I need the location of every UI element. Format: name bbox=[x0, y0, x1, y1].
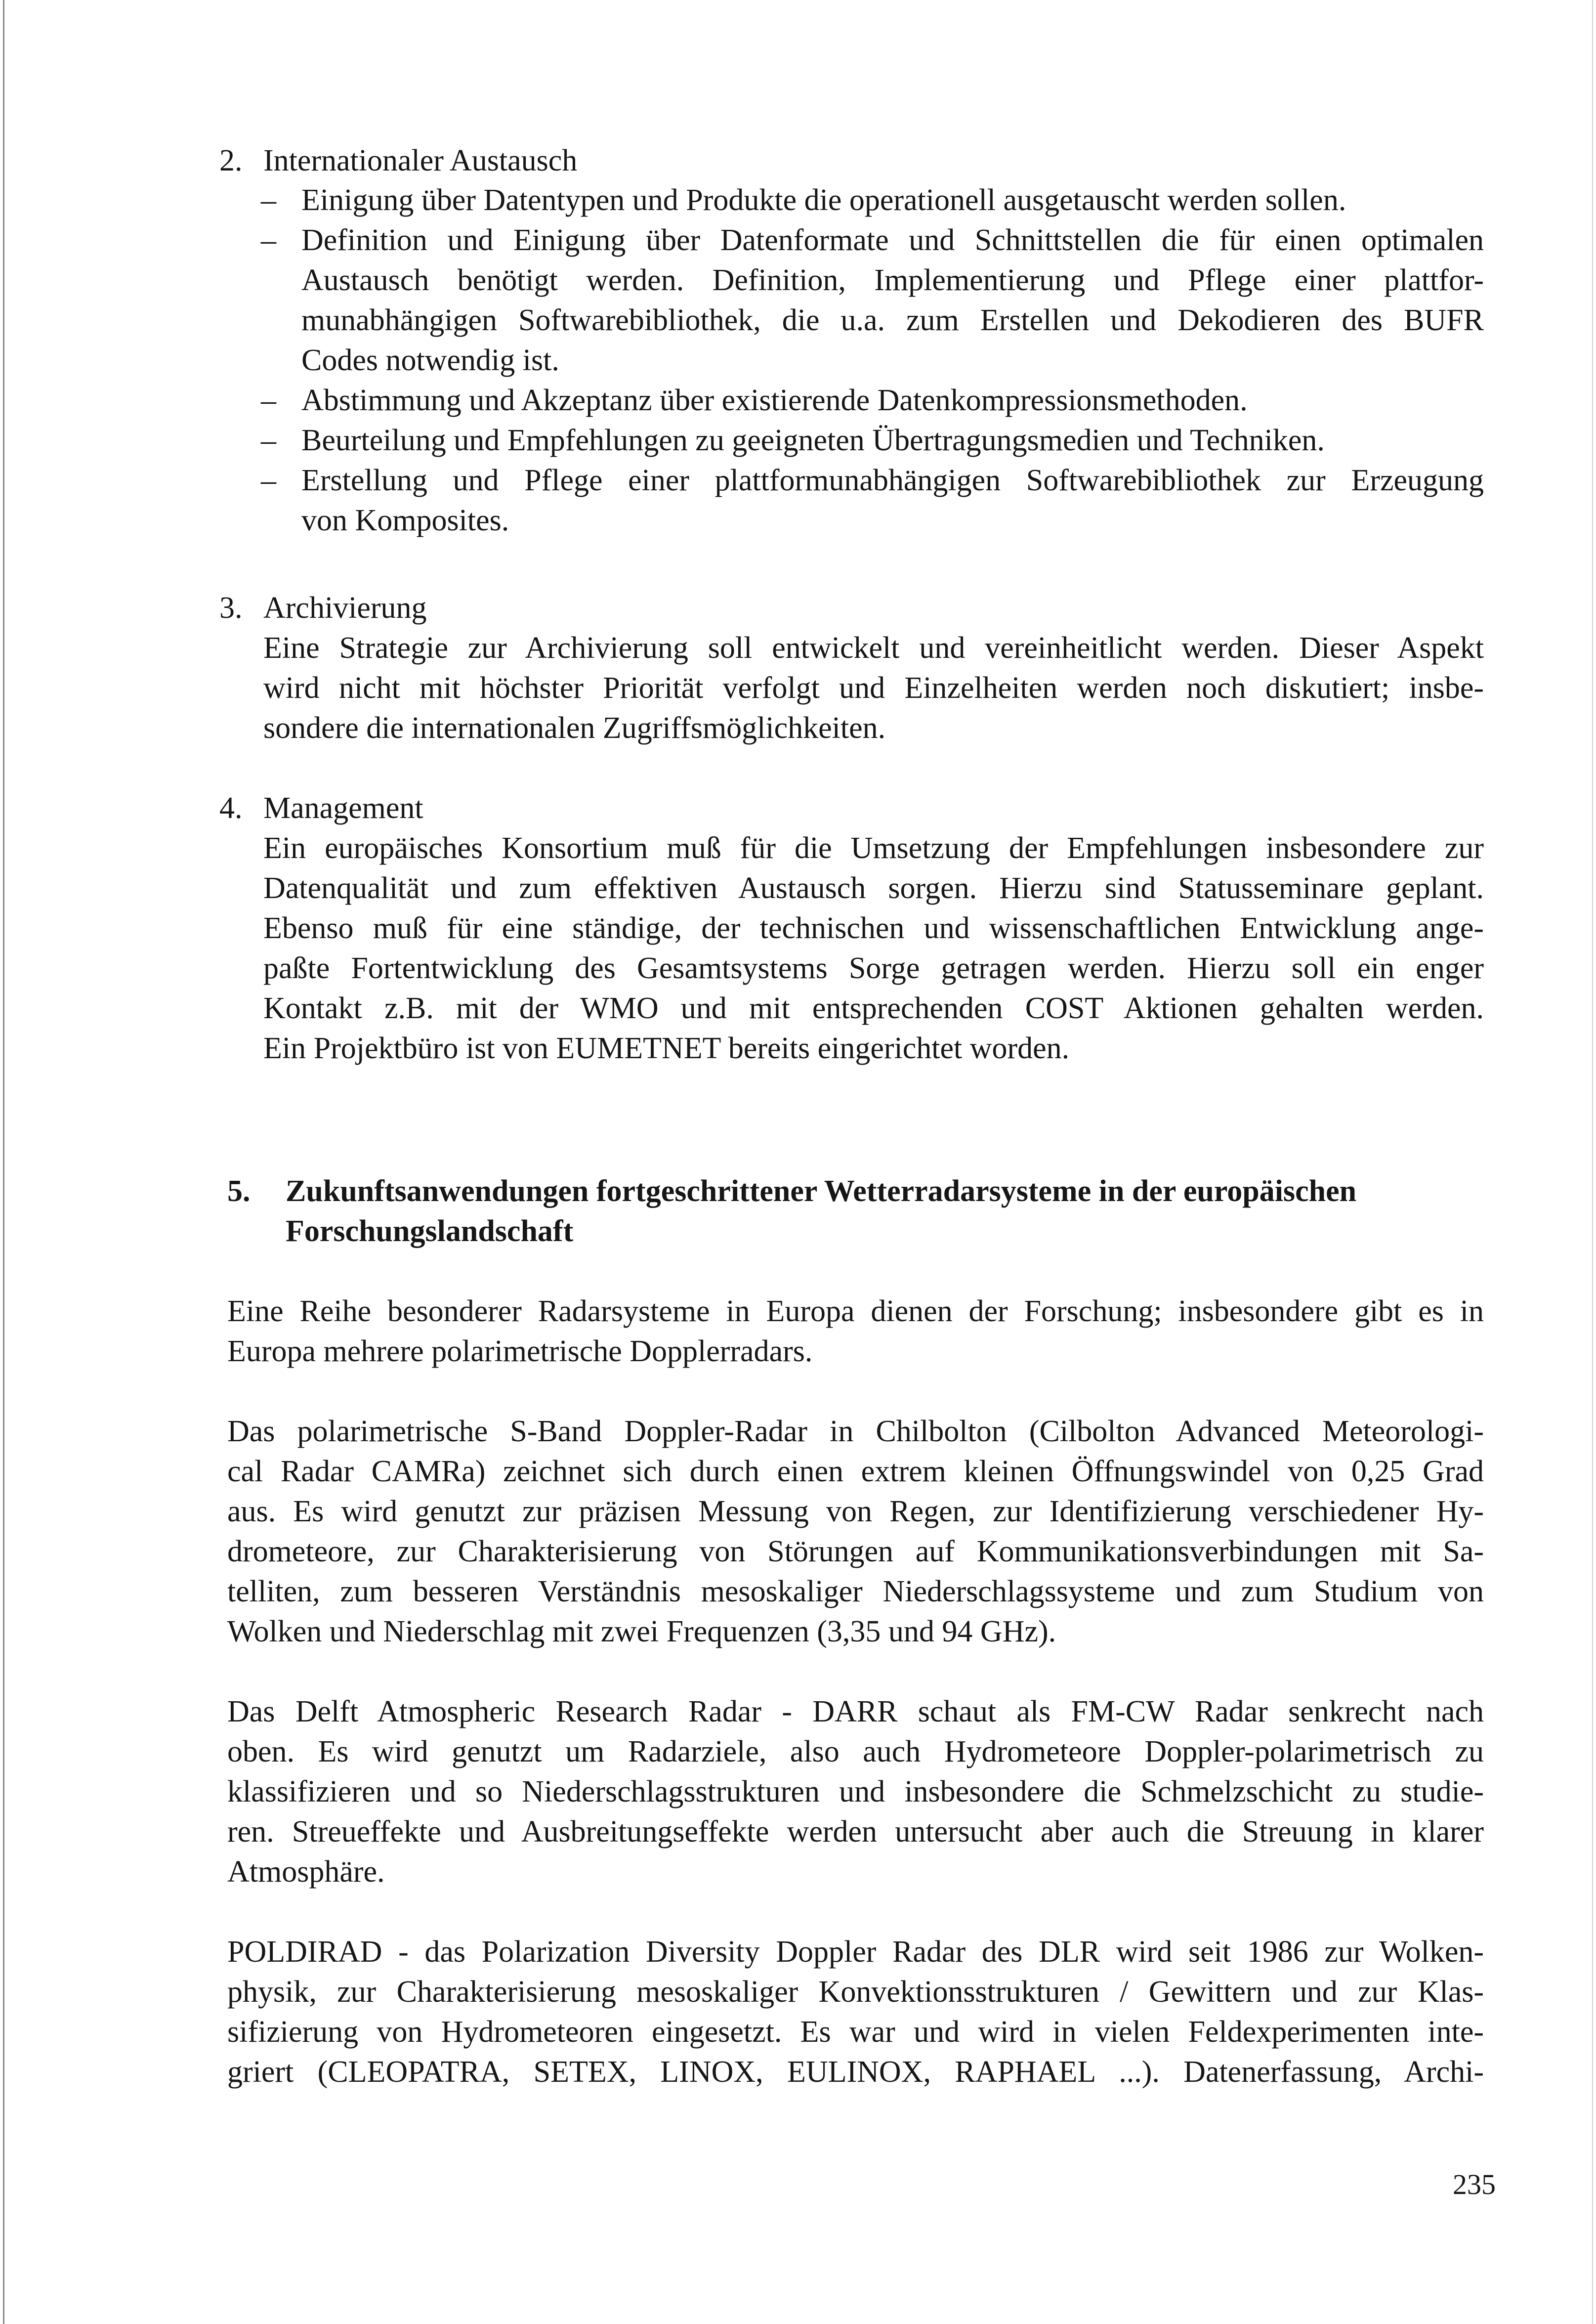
chapter-title-line: Forschungslandschaft bbox=[286, 1214, 574, 1248]
chapter-number: 5. bbox=[227, 1174, 251, 1208]
body-line: Ein europäisches Konsortium muß für die Umsetzung der Empfehlungen insbesondere zur bbox=[263, 831, 1484, 865]
body-line: Ein Projektbüro ist von EUMETNET bereits eingerichtet worden. bbox=[263, 1032, 1070, 1065]
body-line: Atmosphäre. bbox=[227, 1855, 385, 1889]
body-line: cal Radar CAMRa) zeichnet sich durch einen extrem kleinen Öffnungswindel von 0,25 Grad bbox=[227, 1455, 1484, 1488]
section-number: 4. bbox=[219, 791, 243, 825]
bullet-line: Beurteilung und Empfehlungen zu geeigneten Übertragungsmedien und Techniken. bbox=[301, 424, 1325, 457]
bullet-dash: – bbox=[261, 223, 276, 257]
body-line: oben. Es wird genutzt um Radarziele, also auch Hydrometeore Doppler-polarimetrisch zu bbox=[227, 1735, 1484, 1768]
bullet-dash: – bbox=[261, 424, 276, 457]
body-line: Eine Strategie zur Archivierung soll entwickelt und vereinheitlicht werden. Dieser Aspekt bbox=[263, 631, 1484, 665]
body-line: Datenqualität und zum effektiven Austausch sorgen. Hierzu sind Statusseminare geplant. bbox=[263, 871, 1484, 905]
bullet-line: munabhängigen Softwarebibliothek, die u.a. zum Erstellen und Dekodieren des BUFR bbox=[301, 303, 1484, 337]
bullet-line: Codes notwendig ist. bbox=[301, 344, 559, 377]
bullet-line: Definition und Einigung über Datenformate und Schnittstellen die für einen optimalen bbox=[301, 223, 1484, 257]
body-line: drometeore, zur Charakterisierung von Störungen auf Kommunikationsverbindungen mit Sa- bbox=[227, 1535, 1484, 1568]
body-line: physik, zur Charakterisierung mesoskaliger Konvektionsstrukturen / Gewittern und zur Klas- bbox=[227, 1975, 1484, 2009]
body-line: Das polarimetrische S-Band Doppler-Radar in Chilbolton (Cilbolton Advanced Meteorologi- bbox=[227, 1415, 1484, 1448]
body-line: Wolken und Niederschlag mit zwei Frequenzen (3,35 und 94 GHz). bbox=[227, 1615, 1056, 1648]
bullet-dash: – bbox=[261, 183, 276, 217]
body-line: wird nicht mit höchster Priorität verfolgt und Einzelheiten werden noch diskutiert; insbe- bbox=[263, 671, 1484, 705]
section-title: Archivierung bbox=[263, 591, 427, 625]
body-line: paßte Fortentwicklung des Gesamtsystems Sorge getragen werden. Hierzu soll ein enger bbox=[263, 951, 1484, 985]
body-line: Ebenso muß für eine ständige, der technischen und wissenschaftlichen Entwicklung ange- bbox=[263, 911, 1484, 945]
body-line: aus. Es wird genutzt zur präzisen Messung von Regen, zur Identifizierung verschiedener Hy- bbox=[227, 1495, 1484, 1528]
body-line: Das Delft Atmospheric Research Radar - DARR schaut als FM-CW Radar senkrecht nach bbox=[227, 1695, 1484, 1728]
chapter-title-line: Zukunftsanwendungen fortgeschrittener Wetterradarsysteme in der europäischen bbox=[286, 1174, 1357, 1208]
bullet-line: Erstellung und Pflege einer plattformunabhängigen Softwarebibliothek zur Erzeugung bbox=[301, 464, 1484, 497]
section-title: Management bbox=[263, 791, 423, 825]
bullet-line: Einigung über Datentypen und Produkte die operationell ausgetauscht werden sollen. bbox=[301, 183, 1346, 217]
scan-edge-left bbox=[3, 0, 4, 2324]
bullet-line: Abstimmung und Akzeptanz über existierende Datenkompressionsmethoden. bbox=[301, 384, 1248, 417]
body-line: Europa mehrere polarimetrische Dopplerradars. bbox=[227, 1334, 813, 1368]
body-line: POLDIRAD - das Polarization Diversity Doppler Radar des DLR wird seit 1986 zur Wolken- bbox=[227, 1935, 1484, 1969]
body-line: ren. Streueffekte und Ausbreitungseffekte werden untersucht aber auch die Streuung in klarer bbox=[227, 1815, 1484, 1849]
page-number: 235 bbox=[1453, 2168, 1496, 2200]
scan-edge-right bbox=[1592, 0, 1593, 2324]
body-line: klassifizieren und so Niederschlagsstrukturen und insbesondere die Schmelzschicht zu studie- bbox=[227, 1775, 1484, 1808]
body-line: griert (CLEOPATRA, SETEX, LINOX, EULINOX, RAPHAEL ...). Datenerfassung, Archi- bbox=[227, 2055, 1484, 2089]
bullet-dash: – bbox=[261, 464, 276, 497]
body-line: sifizierung von Hydrometeoren eingesetzt. Es war und wird in vielen Feldexperimenten inte- bbox=[227, 2015, 1484, 2049]
section-number: 2. bbox=[219, 144, 243, 177]
bullet-line: Austausch benötigt werden. Definition, Implementierung und Pflege einer plattfor- bbox=[301, 263, 1484, 297]
bullet-dash: – bbox=[261, 384, 276, 417]
body-line: telliten, zum besseren Verständnis mesoskaliger Niederschlagssysteme und zum Studium von bbox=[227, 1575, 1484, 1608]
body-line: Kontakt z.B. mit der WMO und mit entsprechenden COST Aktionen gehalten werden. bbox=[263, 991, 1484, 1025]
section-title: Internationaler Austausch bbox=[263, 144, 578, 177]
bullet-line: von Komposites. bbox=[301, 504, 509, 537]
body-line: sondere die internationalen Zugriffsmöglichkeiten. bbox=[263, 711, 886, 745]
section-number: 3. bbox=[219, 591, 243, 625]
body-line: Eine Reihe besonderer Radarsysteme in Europa dienen der Forschung; insbesondere gibt es in bbox=[227, 1294, 1484, 1328]
